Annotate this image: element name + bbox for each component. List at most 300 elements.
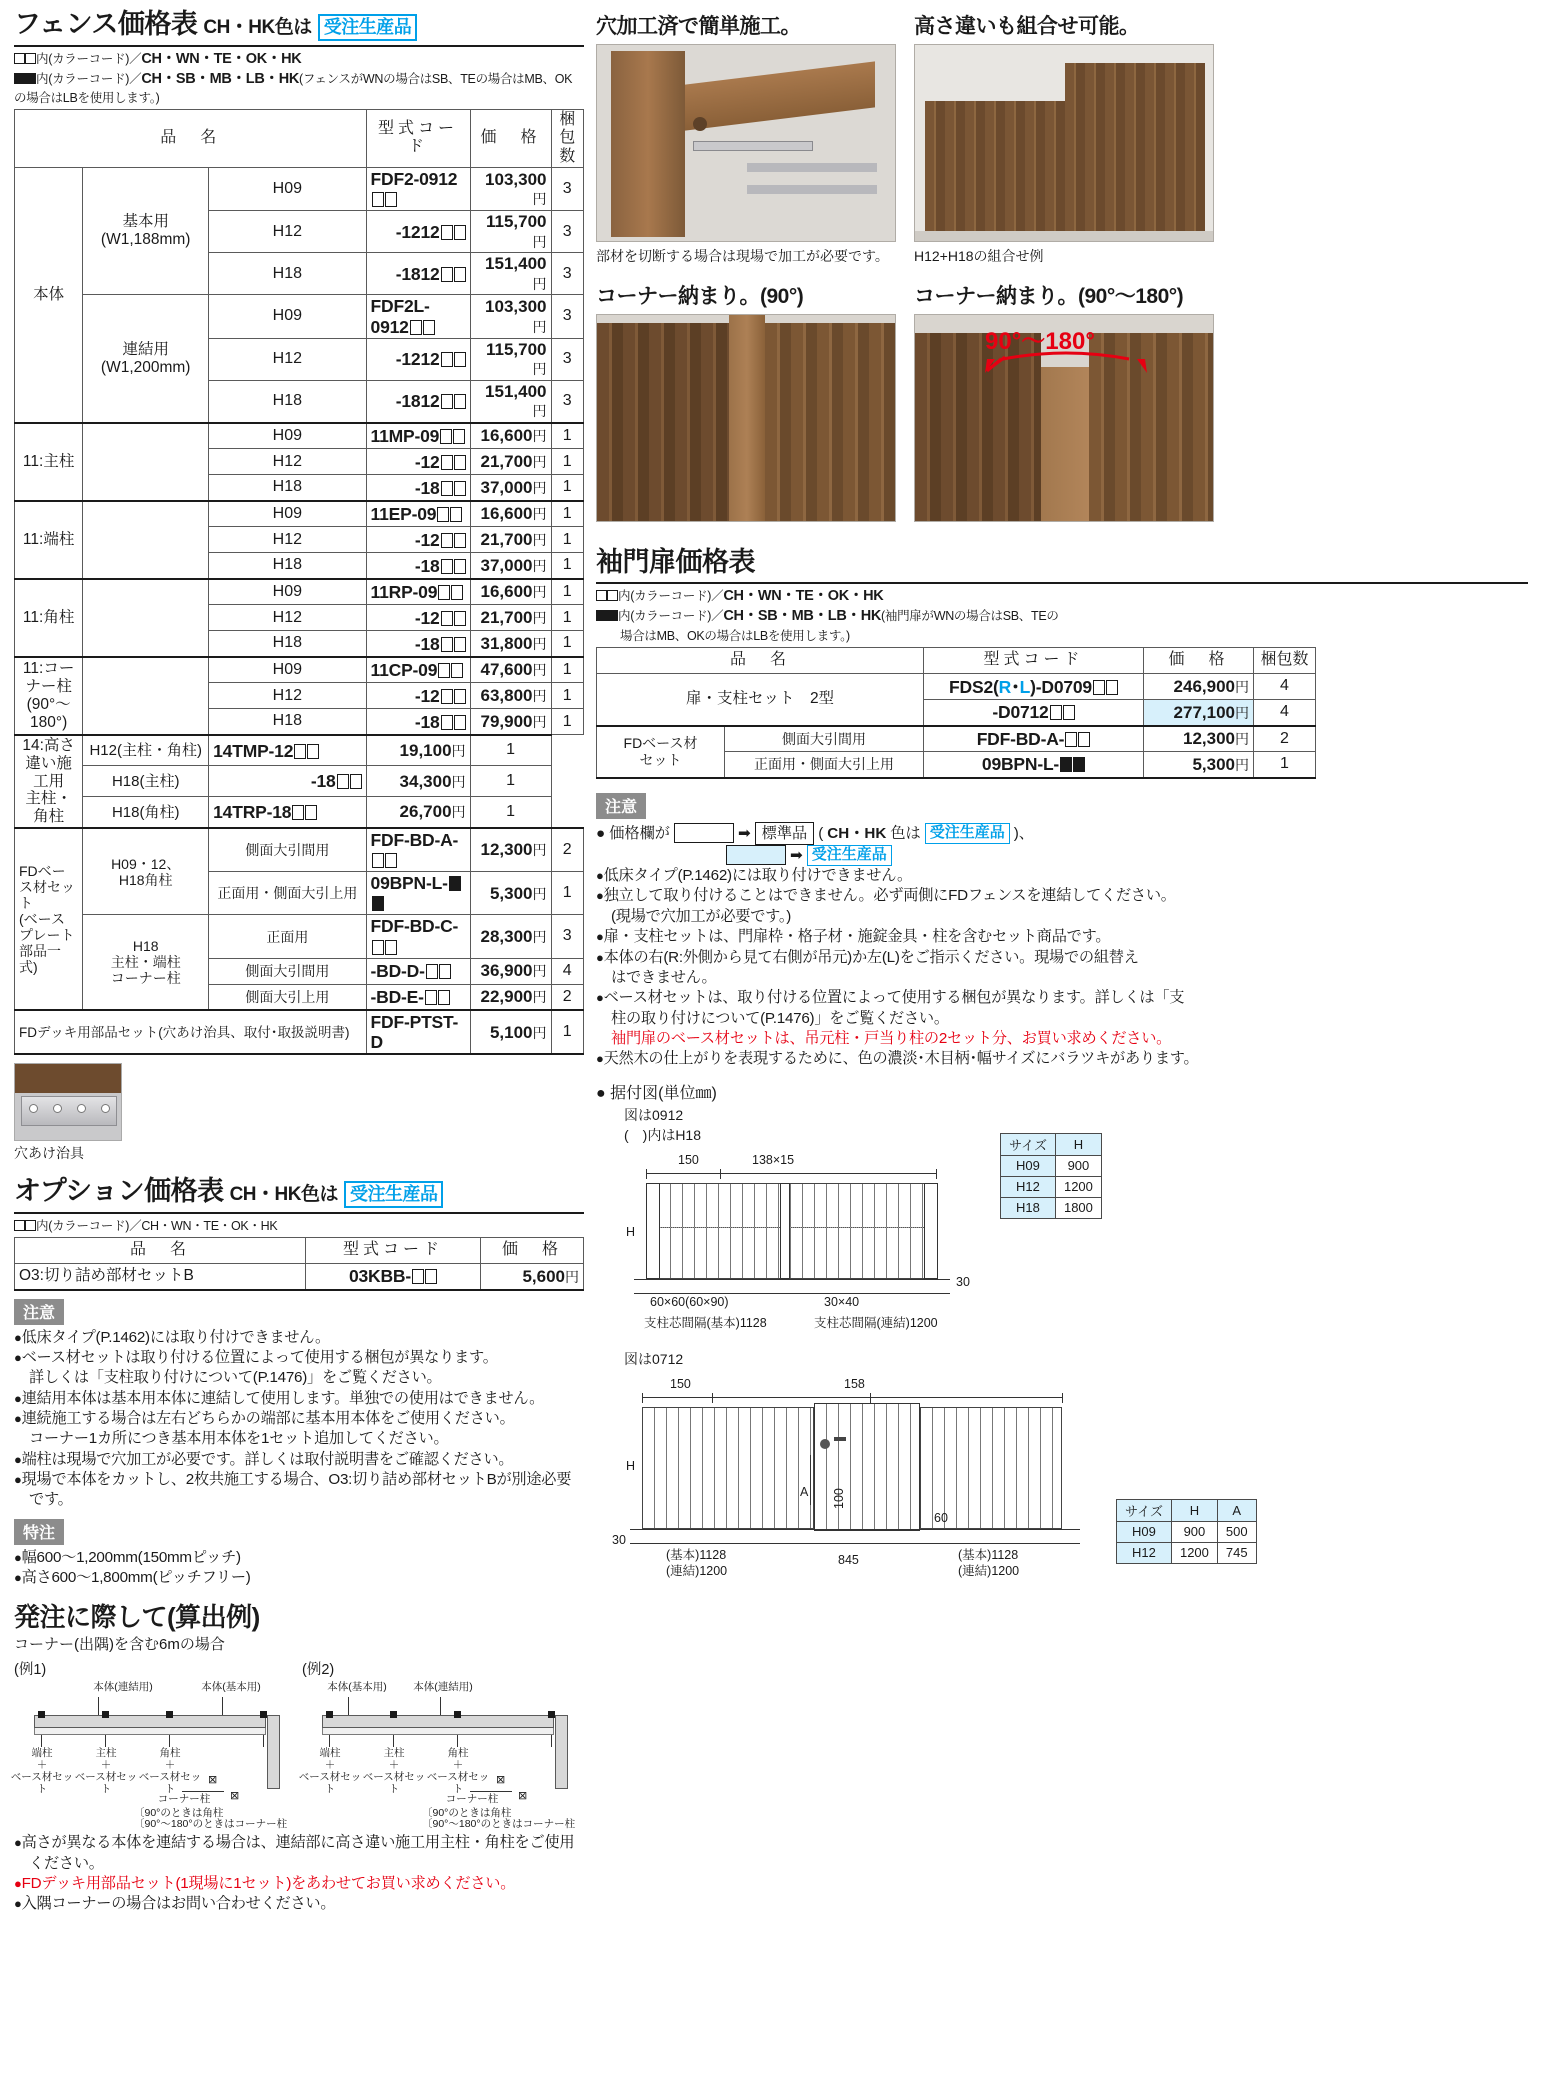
row-qty: 1 (551, 579, 584, 605)
color-code-placeholder (426, 964, 438, 979)
row-price: 19,100円 (366, 735, 470, 766)
color-code-placeholder (372, 192, 384, 207)
post-label-3: 角柱 (159, 1747, 181, 1760)
color-code-placeholder (454, 689, 466, 704)
post-label-1: 端柱 (31, 1747, 53, 1760)
d2-right-link: (連結)1200 (958, 1563, 1020, 1578)
row-price: 28,300円 (470, 915, 551, 958)
color-code-placeholder (307, 744, 319, 759)
row-code: -18 (366, 553, 470, 579)
color-code-placeholder (441, 225, 453, 240)
color-code-placeholder (441, 455, 453, 470)
photo-block-2 (914, 10, 1214, 266)
d2-left-link: (連結)1200 (666, 1563, 728, 1578)
last-row-price: 5,100円 (470, 1010, 551, 1054)
legend-prefix: 価格欄が (609, 824, 670, 842)
photo-block-3 (596, 280, 896, 526)
row-height: H09 (209, 168, 366, 211)
d2-right-basic: (基本)1128 (958, 1547, 1019, 1562)
footnote-item: ●FDデッキ用部品セット(1現場に1セット)をあわせてお買い求めください。 (14, 1874, 516, 1892)
d2-dim-100: 100 (832, 1487, 846, 1509)
note-item: ●連結用本体は基本用本体に連結して使用します。単独での使用はできません。 (14, 1389, 545, 1407)
color-code-placeholder (441, 559, 453, 574)
colorcode-value: CH・WN・TE・OK・HK (141, 50, 302, 67)
divider (14, 1212, 584, 1214)
d1-note-1: 図は0912 (624, 1106, 684, 1123)
color-code-placeholder (412, 1269, 424, 1284)
row-code: 14TRP-18 (209, 797, 366, 828)
angle-overlay-label: 90°〜180° (985, 328, 1095, 355)
color-code-placeholder (441, 689, 453, 704)
row-price: 16,600円 (470, 501, 551, 527)
gate-row-code: FDF-BD-A- (924, 726, 1144, 752)
row-group-label: 11:コーナー柱 (90°〜180°) (15, 657, 83, 735)
gate-row-name: 扉・支柱セット 2型 (597, 674, 924, 726)
option-header-row (15, 1238, 584, 1264)
note-item: ●低床タイプ(P.1462)には取り付けできません。 (596, 867, 912, 885)
tokuchu-tag: 特注 (14, 1519, 64, 1545)
corner-label: コーナー柱 (157, 1793, 211, 1806)
gate-row-sub: 正面用・側面大引上用 (725, 752, 924, 778)
table-row (15, 828, 584, 872)
row-code: -BD-E- (366, 984, 470, 1010)
corner-note-2: 〔90°〜180°のときはコーナー柱 (134, 1818, 288, 1831)
divider (14, 45, 584, 47)
row-price: 21,700円 (470, 527, 551, 553)
legend-line-2 (596, 845, 1528, 866)
row-qty: 1 (551, 631, 584, 657)
row-price: 36,900円 (470, 958, 551, 984)
option-table-title (14, 1177, 584, 1208)
plus-1: ＋ (36, 1759, 48, 1772)
row-qty: 1 (470, 797, 551, 828)
row-height: H18 (209, 475, 366, 501)
color-code-placeholder (292, 805, 304, 820)
arrow-icon: ➡ (790, 846, 803, 864)
empty-square-icon (596, 590, 607, 601)
colorcode-prefix: 内(カラーコード)／ (618, 588, 724, 603)
row-code: -18 (366, 709, 470, 735)
row-sub-label: 連結用 (W1,200mm) (83, 295, 209, 423)
photo-caption: H12+H18の組合せ例 (914, 248, 1044, 264)
row-qty: 1 (551, 709, 584, 735)
note-item: コーナー1カ所につき基本用本体を1セット追加してください。 (29, 1430, 449, 1448)
dim-row (1001, 1155, 1102, 1176)
photo-block-1 (596, 10, 896, 266)
color-code-placeholder (439, 964, 451, 979)
row-spacer (83, 423, 209, 501)
dimension-drawing-2 (612, 1349, 1528, 1578)
last-row-name: FDデッキ用部品セット(穴あけ治具、取付･取扱説明書) (15, 1010, 367, 1054)
order-title-text: 発注に際して(算出例) (14, 1601, 260, 1632)
tokuchu-list (14, 1548, 584, 1589)
color-code-placeholder (454, 225, 466, 240)
photo-block-4 (914, 280, 1214, 526)
dim-row (1001, 1176, 1102, 1197)
top-label-a: 本体(基本用) (327, 1681, 387, 1694)
header-name: 品 名 (597, 648, 924, 674)
fence-table-title (14, 10, 584, 41)
row-height: H18(主柱) (83, 766, 209, 797)
row-group-label: 11:角柱 (15, 579, 83, 657)
option-title-text: オプション価格表 (14, 1176, 224, 1207)
gate-row-qty: 4 (1254, 700, 1316, 726)
gate-price-table (596, 647, 1316, 779)
row-price: 103,300円 (470, 168, 551, 211)
example-label: (例1) (14, 1662, 47, 1679)
row-code: FDF2L-0912 (366, 295, 470, 338)
gate-colorcode-line-2 (596, 607, 1528, 626)
dimension-drawing-1 (624, 1105, 1528, 1330)
row-price: 103,300円 (470, 295, 551, 338)
header-code: 型式コード (306, 1238, 481, 1264)
row-price: 26,700円 (366, 797, 470, 828)
fence-price-table (14, 109, 584, 1056)
gate-table-body (597, 674, 1316, 778)
row-code: -18 (366, 475, 470, 501)
color-code-placeholder (385, 853, 397, 868)
row-qty: 3 (551, 168, 584, 211)
gate-row-sub: 側面大引間用 (725, 726, 924, 752)
dim-h: 1200 (1171, 1542, 1217, 1563)
base-sub2: 正面用・側面大引上用 (209, 872, 366, 915)
order-footnotes (14, 1833, 584, 1914)
color-code-placeholder (1078, 732, 1090, 747)
legend-line-1 (596, 822, 1528, 845)
last-row-code: FDF-PTST-D (366, 1010, 470, 1054)
row-price: 16,600円 (470, 423, 551, 449)
table-row (15, 797, 584, 828)
d2-dim-60: 60 (934, 1510, 948, 1525)
base-label-1: ベース材セット (10, 1771, 74, 1796)
photo-row-1 (596, 10, 1528, 266)
row-height: H09 (209, 423, 366, 449)
gate-row-price: 246,900円 (1144, 674, 1254, 700)
note-item: ●連続施工する場合は左右どちらかの端部に基本用本体をご使用ください。 (14, 1410, 515, 1428)
d1-note-2: ( )内はH18 (624, 1126, 702, 1143)
post-label-2: 主柱 (383, 1747, 405, 1760)
row-qty: 2 (551, 828, 584, 872)
dim-a: 745 (1217, 1542, 1256, 1563)
row-qty: 4 (551, 958, 584, 984)
colorcode-tail-2: 場合はMB、OKの場合はLBを使用します。) (620, 628, 850, 643)
dim-h: 1200 (1055, 1176, 1101, 1197)
plus-2: ＋ (100, 1759, 112, 1772)
dim-size: H09 (1001, 1155, 1056, 1176)
table-row (15, 423, 584, 449)
empty-square-icon (25, 53, 36, 64)
row-qty: 1 (470, 766, 551, 797)
row-group-label: 11:主柱 (15, 423, 83, 501)
row-qty: 3 (551, 915, 584, 958)
header-code: 型式コード (924, 648, 1144, 674)
row-height: H18 (209, 553, 366, 579)
order-made-badge: 受注生産品 (318, 14, 418, 41)
filled-square-icon (607, 610, 618, 621)
base-sub1: H09・12、 H18角柱 (83, 828, 209, 915)
row-code: FDF-BD-A- (366, 828, 470, 872)
color-code-placeholder (450, 507, 462, 522)
fence-table-title-sub: CH・HK色は (203, 17, 312, 38)
row-code: 11EP-09 (366, 501, 470, 527)
color-code-placeholder (454, 611, 466, 626)
color-code-placeholder (440, 429, 452, 444)
row-code: -1812 (366, 253, 470, 295)
row-price: 5,300円 (470, 872, 551, 915)
row-code: FDF-BD-C- (366, 915, 470, 958)
row-qty: 1 (551, 423, 584, 449)
table-row (15, 295, 584, 338)
table-header-row (15, 109, 584, 167)
row-height: H18(角柱) (83, 797, 209, 828)
color-code-placeholder (372, 896, 384, 911)
tokuchu-item: ●高さ600〜1,800mm(ピッチフリー) (14, 1569, 251, 1587)
dimension-title-text: 据付図(単位㎜) (610, 1084, 717, 1102)
color-code-placeholder (1093, 680, 1105, 695)
row-qty: 1 (551, 683, 584, 709)
d2-dim-30: 30 (612, 1532, 626, 1547)
row-price: 115,700円 (470, 211, 551, 253)
row-height: H12 (209, 338, 366, 380)
option-colorcode-text: 内(カラーコード)／CH・WN・TE・OK・HK (36, 1218, 278, 1233)
color-code-placeholder (337, 774, 349, 789)
gate-row-price: 5,300円 (1144, 752, 1254, 778)
table-row (15, 915, 584, 958)
corner-note-1: 〔90°のときは角柱 (134, 1807, 224, 1820)
option-table-body (15, 1264, 584, 1290)
row-qty: 3 (551, 211, 584, 253)
photo-title: コーナー納まり。(90°〜180°) (914, 285, 1184, 308)
dim-row (1117, 1521, 1257, 1542)
colorcode-tail: (袖門扉がWNの場合はSB、TEの (881, 608, 1059, 623)
row-qty: 2 (551, 984, 584, 1010)
base-sub2: 側面大引間用 (209, 958, 366, 984)
footnote-item: ●入隅コーナーの場合はお問い合わせください。 (14, 1895, 336, 1913)
right-column (596, 10, 1528, 1578)
gate-colorcode-line-3 (596, 627, 1528, 646)
color-code-placeholder (451, 663, 463, 678)
row-qty: 1 (551, 553, 584, 579)
header-price: 価 格 (1144, 648, 1254, 674)
row-height: H18 (209, 380, 366, 423)
d1-dim-150: 150 (678, 1152, 699, 1167)
row-code: -12 (366, 449, 470, 475)
dim-h: 1800 (1055, 1197, 1101, 1218)
d2-th-1: H (1171, 1499, 1217, 1521)
photo-title: 高さ違いも組合せ可能。 (914, 15, 1140, 38)
row-qty: 1 (551, 527, 584, 553)
colorcode-line-2 (14, 70, 584, 108)
color-code-placeholder (441, 394, 453, 409)
d1-dim-h: H (626, 1224, 636, 1239)
row-name: O3:切り詰め部材セットB (15, 1264, 306, 1290)
plus-2: ＋ (388, 1759, 400, 1772)
order-made-badge: 受注生産品 (807, 845, 892, 866)
d2-canvas (612, 1376, 1528, 1578)
note-item: ●現場で本体をカットし、2枚共施工する場合、O3:切り詰め部材セットBが別途必要です。 (14, 1471, 572, 1509)
dim-size: H12 (1001, 1176, 1056, 1197)
color-code-placeholder (385, 192, 397, 207)
colorcode-prefix: 内(カラーコード)／ (36, 51, 142, 66)
order-examples (10, 1658, 584, 1831)
last-row-qty: 1 (551, 1010, 584, 1054)
row-code: 11MP-09 (366, 423, 470, 449)
row-qty: 1 (551, 475, 584, 501)
note-tag: 注意 (596, 793, 646, 819)
paren-close: )、 (1013, 824, 1034, 842)
legend-swatch-white (674, 823, 734, 843)
divider (596, 582, 1528, 584)
post-label-2: 主柱 (95, 1747, 117, 1760)
fence-table-title-text: フェンス価格表 (14, 9, 198, 39)
color-code-placeholder (438, 585, 450, 600)
example-diagram (298, 1681, 576, 1831)
photo-caption: 部材を切断する場合は現場で加工が必要です。 (596, 248, 889, 264)
color-code-placeholder (454, 637, 466, 652)
color-code-placeholder (294, 744, 306, 759)
note-item: (現場で穴加工が必要です。) (611, 907, 792, 925)
color-code-placeholder (425, 990, 437, 1005)
colorcode-prefix: 内(カラーコード)／ (36, 71, 142, 86)
d2-size-table (1116, 1499, 1257, 1564)
gate-row-code: FDS2(R･L)-D0709 (924, 674, 1144, 700)
row-spacer (83, 657, 209, 735)
corner-note-2: 〔90°〜180°のときはコーナー柱 (422, 1818, 576, 1831)
colorcode-line-1 (14, 50, 584, 69)
example-label: (例2) (302, 1662, 335, 1679)
gate-row-qty: 1 (1254, 752, 1316, 778)
table-row-last (15, 1010, 584, 1054)
order-example-2 (298, 1658, 576, 1831)
color-code-placeholder (454, 455, 466, 470)
color-code-placeholder (385, 940, 397, 955)
empty-square-icon (25, 1220, 36, 1231)
table-row (15, 1264, 584, 1290)
plus-3: ＋ (164, 1759, 176, 1772)
d2-note-1: 図は0712 (624, 1350, 684, 1367)
note-item: ●ベース材セットは取り付ける位置によって使用する梱包が異なります。 (14, 1348, 498, 1366)
color-code-placeholder (454, 533, 466, 548)
drill-jig-photo (14, 1063, 122, 1141)
order-made-badge: 受注生産品 (925, 823, 1010, 844)
color-code-placeholder (305, 805, 317, 820)
photo-corner-90-180 (914, 314, 1214, 522)
left-notes-block (14, 1291, 584, 1511)
dim-h: 900 (1171, 1521, 1217, 1542)
color-code-placeholder (1065, 732, 1077, 747)
row-qty: 1 (551, 605, 584, 631)
gate-row-code: 09BPN-L- (924, 752, 1144, 778)
row-code: 03KBB- (306, 1264, 481, 1290)
color-code-placeholder (454, 267, 466, 282)
legend-mid: 色は (890, 824, 921, 842)
filled-square-icon (596, 610, 607, 621)
row-code: 09BPN-L- (366, 872, 470, 915)
legend-standard-label: 標準品 (755, 822, 815, 845)
color-code-placeholder (441, 715, 453, 730)
base-sub2: 正面用 (209, 915, 366, 958)
color-code-placeholder (441, 352, 453, 367)
photo-title: コーナー納まり。(90°) (596, 285, 804, 308)
order-example-1 (10, 1658, 288, 1831)
row-code: -1212 (366, 211, 470, 253)
color-code-placeholder (441, 481, 453, 496)
row-price: 47,600円 (470, 657, 551, 683)
color-code-placeholder (372, 940, 384, 955)
color-code-placeholder (425, 1269, 437, 1284)
x-mark-icon: ⊠ (518, 1790, 528, 1803)
angle-arrow-icon (981, 351, 1151, 377)
table-row (15, 168, 584, 211)
d1-dim-30x40: 30×40 (824, 1294, 860, 1309)
row-group-label: 14:高さ違い施工用 主柱・角柱 (15, 735, 83, 828)
base-label-2: ベース材セット (362, 1771, 426, 1796)
row-price: 151,400円 (470, 253, 551, 295)
x-mark-icon: ⊠ (208, 1774, 218, 1787)
photo-corner-90 (596, 314, 896, 522)
color-code-placeholder (1063, 705, 1075, 720)
post-label-1: 端柱 (319, 1747, 341, 1760)
note-item: ●天然木の仕上がりを表現するために、色の濃淡･木目柄･幅サイズにバラツキがあります。 (596, 1050, 1199, 1068)
option-price-table (14, 1237, 584, 1291)
colorcode-value: CH・WN・TE・OK・HK (723, 587, 884, 604)
d1-th-0: サイズ (1001, 1133, 1056, 1155)
row-code: -1812 (366, 380, 470, 423)
dimension-title: ● 据付図(単位㎜) (596, 1084, 717, 1102)
row-qty: 1 (551, 657, 584, 683)
corner-note-1: 〔90°のときは角柱 (422, 1807, 512, 1820)
color-code-placeholder (449, 876, 461, 891)
order-subtitle: コーナー(出隅)を含む6mの場合 (14, 1636, 225, 1654)
gate-row-qty: 4 (1254, 674, 1316, 700)
row-price: 37,000円 (470, 475, 551, 501)
row-spacer (83, 501, 209, 579)
photo-height-combination (914, 44, 1214, 242)
color-code-placeholder (454, 481, 466, 496)
row-price: 34,300円 (366, 766, 470, 797)
example-diagram (10, 1681, 288, 1831)
plus-1: ＋ (324, 1759, 336, 1772)
row-qty: 3 (551, 380, 584, 423)
row-height: H18 (209, 631, 366, 657)
row-code: -12 (366, 683, 470, 709)
fence-table-body (15, 168, 584, 1055)
color-code-placeholder (451, 585, 463, 600)
d1-span-basic: 支柱芯間隔(基本)1128 (644, 1315, 767, 1330)
d1-table-header (1001, 1133, 1102, 1155)
note-tag: 注意 (14, 1299, 64, 1325)
gate-colorcode-line-1 (596, 587, 1528, 606)
row-code: -18 (366, 631, 470, 657)
header-qty: 梱包数 (1254, 648, 1316, 674)
row-group-label: 11:端柱 (15, 501, 83, 579)
header-name: 品 名 (15, 1238, 306, 1264)
table-row (15, 501, 584, 527)
row-price: 115,700円 (470, 338, 551, 380)
note-item: ●低床タイプ(P.1462)には取り付けできません。 (14, 1328, 330, 1346)
table-row (15, 735, 584, 766)
photo-title: 穴加工済で簡単施工。 (596, 15, 801, 38)
row-price: 22,900円 (470, 984, 551, 1010)
row-qty: 1 (551, 501, 584, 527)
order-section-title (14, 1603, 584, 1632)
row-code: -18 (209, 766, 366, 797)
base-label-3: ベース材セット (138, 1771, 202, 1796)
photo-row-2 (596, 280, 1528, 526)
note-item: ●本体の右(R:外側から見て右側が吊元)か左(L)をご指示ください。現場での組替え (596, 948, 1139, 966)
table-row (15, 766, 584, 797)
dim-size: H12 (1117, 1542, 1172, 1563)
